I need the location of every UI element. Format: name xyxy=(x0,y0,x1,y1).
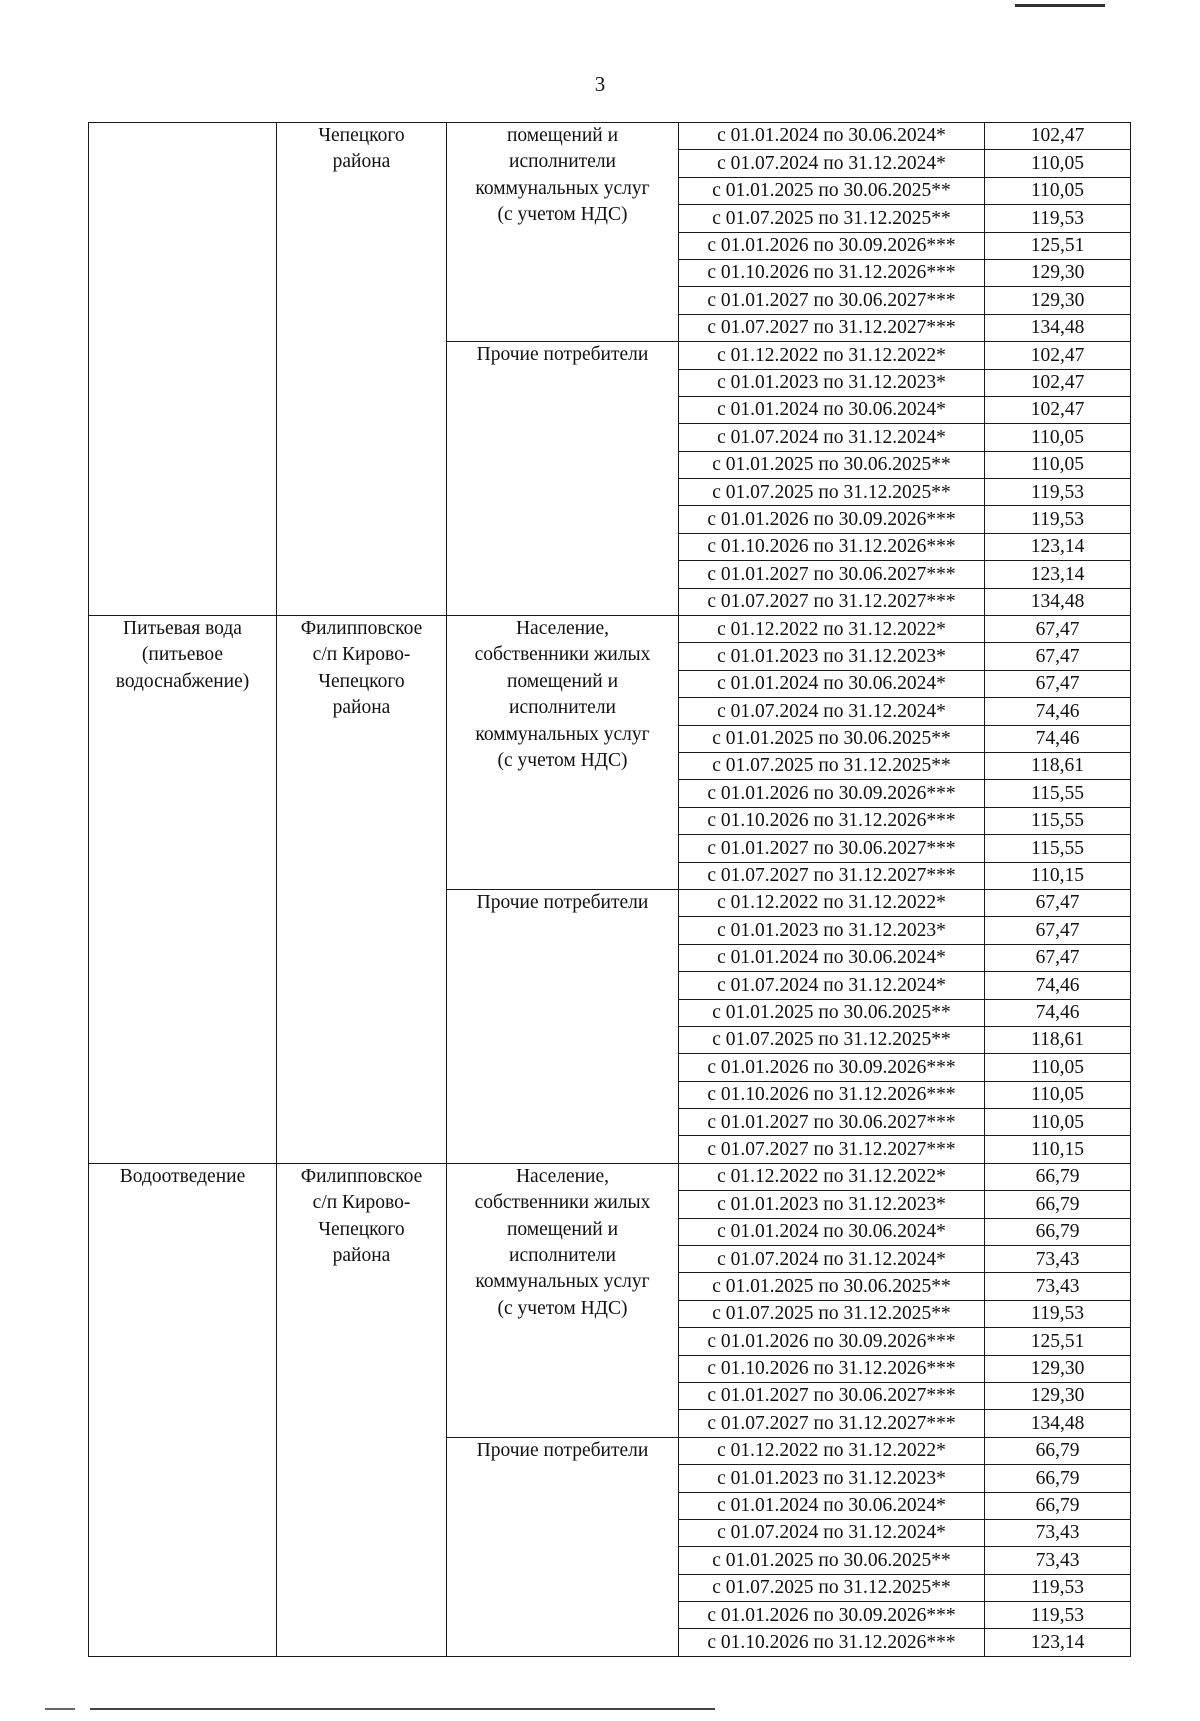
municipality-cell-line: Чепецкого xyxy=(318,670,405,692)
price-cell: 73,43 xyxy=(985,1519,1131,1546)
period-cell: с 01.01.2027 по 30.06.2027*** xyxy=(679,1382,985,1409)
price-cell: 129,30 xyxy=(985,1355,1131,1382)
price-cell: 134,48 xyxy=(985,1410,1131,1437)
period-cell: с 01.07.2024 по 31.12.2024* xyxy=(679,972,985,999)
price-cell: 129,30 xyxy=(985,1382,1131,1409)
consumer-cell-line: собственники жилых xyxy=(474,644,651,666)
consumer-cell-line: (с учетом НДС) xyxy=(497,750,628,772)
municipality-cell-line: Филипповское xyxy=(300,1165,423,1187)
period-cell: с 01.07.2025 по 31.12.2025** xyxy=(679,205,985,232)
price-cell: 67,47 xyxy=(985,643,1131,670)
table-row xyxy=(89,123,1131,150)
period-cell: с 01.01.2024 по 30.06.2024* xyxy=(679,1218,985,1245)
price-cell: 102,47 xyxy=(985,342,1131,369)
period-cell: с 01.01.2023 по 31.12.2023* xyxy=(679,1465,985,1492)
municipality-cell xyxy=(277,1163,447,1656)
period-cell: с 01.12.2022 по 31.12.2022* xyxy=(679,1163,985,1190)
period-cell: с 01.01.2024 по 30.06.2024* xyxy=(679,396,985,423)
price-cell: 123,14 xyxy=(985,1629,1131,1656)
price-cell: 74,46 xyxy=(985,999,1131,1026)
price-cell: 123,14 xyxy=(985,533,1131,560)
price-cell: 110,15 xyxy=(985,1136,1131,1163)
price-cell: 102,47 xyxy=(985,123,1131,150)
consumer-cell-line: коммунальных услуг xyxy=(475,723,650,745)
price-cell: 119,53 xyxy=(985,1300,1131,1327)
period-cell: с 01.01.2024 по 30.06.2024* xyxy=(679,1492,985,1519)
price-cell: 66,79 xyxy=(985,1465,1131,1492)
price-cell: 129,30 xyxy=(985,287,1131,314)
period-cell: с 01.12.2022 по 31.12.2022* xyxy=(679,1437,985,1464)
period-cell: с 01.01.2026 по 30.09.2026*** xyxy=(679,1602,985,1629)
period-cell: с 01.07.2024 по 31.12.2024* xyxy=(679,1519,985,1546)
price-cell: 119,53 xyxy=(985,205,1131,232)
consumer-cell-line: (с учетом НДС) xyxy=(497,204,628,226)
price-cell: 110,05 xyxy=(985,424,1131,451)
period-cell: с 01.07.2027 по 31.12.2027*** xyxy=(679,1136,985,1163)
period-cell: с 01.01.2024 по 30.06.2024* xyxy=(679,123,985,150)
municipality-cell xyxy=(277,123,447,616)
price-cell: 73,43 xyxy=(985,1273,1131,1300)
period-cell: с 01.07.2024 по 31.12.2024* xyxy=(679,150,985,177)
consumer-cell-line: исполнители xyxy=(509,151,616,173)
price-cell: 119,53 xyxy=(985,1602,1131,1629)
service-cell xyxy=(89,1163,277,1656)
price-cell: 118,61 xyxy=(985,752,1131,779)
municipality-cell-line: с/п Кирово- xyxy=(312,644,411,666)
consumer-cell xyxy=(447,123,679,342)
price-cell: 102,47 xyxy=(985,396,1131,423)
consumer-cell-line: собственники жилых xyxy=(474,1192,651,1214)
period-cell: с 01.01.2027 по 30.06.2027*** xyxy=(679,835,985,862)
service-cell-line: водоснабжение) xyxy=(115,670,250,692)
period-cell: с 01.07.2024 по 31.12.2024* xyxy=(679,698,985,725)
price-cell: 119,53 xyxy=(985,506,1131,533)
period-cell: с 01.10.2026 по 31.12.2026*** xyxy=(679,533,985,560)
period-cell: с 01.01.2026 по 30.09.2026*** xyxy=(679,1328,985,1355)
period-cell: с 01.01.2023 по 31.12.2023* xyxy=(679,369,985,396)
tariff-table-body xyxy=(89,123,1131,1657)
service-cell-line: Питьевая вода xyxy=(123,618,242,640)
period-cell: с 01.01.2025 по 30.06.2025** xyxy=(679,999,985,1026)
period-cell: с 01.12.2022 по 31.12.2022* xyxy=(679,342,985,369)
period-cell: с 01.01.2025 по 30.06.2025** xyxy=(679,725,985,752)
price-cell: 67,47 xyxy=(985,944,1131,971)
period-cell: с 01.01.2025 по 30.06.2025** xyxy=(679,1273,985,1300)
period-cell: с 01.01.2027 по 30.06.2027*** xyxy=(679,561,985,588)
period-cell: с 01.10.2026 по 31.12.2026*** xyxy=(679,1629,985,1656)
period-cell: с 01.07.2025 по 31.12.2025** xyxy=(679,479,985,506)
municipality-cell xyxy=(277,616,447,1164)
price-cell: 66,79 xyxy=(985,1492,1131,1519)
period-cell: с 01.01.2024 по 30.06.2024* xyxy=(679,670,985,697)
table-row xyxy=(89,1163,1131,1190)
price-cell: 67,47 xyxy=(985,670,1131,697)
page-number: 3 xyxy=(594,72,606,96)
price-cell: 74,46 xyxy=(985,698,1131,725)
period-cell: с 01.07.2027 по 31.12.2027*** xyxy=(679,1410,985,1437)
price-cell: 123,14 xyxy=(985,561,1131,588)
municipality-cell-line: района xyxy=(332,1245,391,1267)
consumer-cell xyxy=(447,889,679,1163)
period-cell: с 01.07.2025 по 31.12.2025** xyxy=(679,752,985,779)
consumer-cell xyxy=(447,616,679,890)
period-cell: с 01.01.2025 по 30.06.2025** xyxy=(679,177,985,204)
price-cell: 119,53 xyxy=(985,1574,1131,1601)
consumer-cell-line: Прочие потребители xyxy=(476,1439,649,1461)
period-cell: с 01.01.2026 по 30.09.2026*** xyxy=(679,506,985,533)
period-cell: с 01.12.2022 по 31.12.2022* xyxy=(679,889,985,916)
consumer-cell xyxy=(447,1163,679,1437)
service-cell xyxy=(89,123,277,616)
period-cell: с 01.01.2023 по 31.12.2023* xyxy=(679,1191,985,1218)
period-cell: с 01.10.2026 по 31.12.2026*** xyxy=(679,1355,985,1382)
municipality-cell-line: Филипповское xyxy=(300,618,423,640)
price-cell: 66,79 xyxy=(985,1218,1131,1245)
price-cell: 74,46 xyxy=(985,972,1131,999)
tariff-table xyxy=(88,122,1131,1657)
price-cell: 67,47 xyxy=(985,917,1131,944)
price-cell: 66,79 xyxy=(985,1191,1131,1218)
consumer-cell-line: Прочие потребители xyxy=(476,344,649,366)
period-cell: с 01.07.2024 по 31.12.2024* xyxy=(679,1246,985,1273)
price-cell: 119,53 xyxy=(985,479,1131,506)
price-cell: 67,47 xyxy=(985,889,1131,916)
price-cell: 102,47 xyxy=(985,369,1131,396)
price-cell: 125,51 xyxy=(985,232,1131,259)
period-cell: с 01.10.2026 по 31.12.2026*** xyxy=(679,259,985,286)
consumer-cell-line: Прочие потребители xyxy=(476,891,649,913)
price-cell: 110,05 xyxy=(985,451,1131,478)
price-cell: 118,61 xyxy=(985,1026,1131,1053)
period-cell: с 01.01.2024 по 30.06.2024* xyxy=(679,944,985,971)
consumer-cell-line: коммунальных услуг xyxy=(475,1271,650,1293)
price-cell: 115,55 xyxy=(985,780,1131,807)
period-cell: с 01.01.2025 по 30.06.2025** xyxy=(679,1547,985,1574)
period-cell: с 01.10.2026 по 31.12.2026*** xyxy=(679,807,985,834)
period-cell: с 01.01.2023 по 31.12.2023* xyxy=(679,917,985,944)
period-cell: с 01.07.2024 по 31.12.2024* xyxy=(679,424,985,451)
price-cell: 134,48 xyxy=(985,588,1131,615)
service-cell-line: Водоотведение xyxy=(119,1165,246,1187)
consumer-cell-line: коммунальных услуг xyxy=(475,177,650,199)
price-cell: 110,05 xyxy=(985,177,1131,204)
price-cell: 115,55 xyxy=(985,835,1131,862)
price-cell: 73,43 xyxy=(985,1547,1131,1574)
price-cell: 74,46 xyxy=(985,725,1131,752)
table-row xyxy=(89,616,1131,643)
period-cell: с 01.01.2025 по 30.06.2025** xyxy=(679,451,985,478)
service-cell-line: (питьевое xyxy=(141,644,224,666)
period-cell: с 01.12.2022 по 31.12.2022* xyxy=(679,616,985,643)
consumer-cell-line: исполнители xyxy=(509,697,616,719)
consumer-cell-line: исполнители xyxy=(509,1245,616,1267)
municipality-cell-line: Чепецкого xyxy=(318,1218,405,1240)
consumer-cell xyxy=(447,1437,679,1656)
period-cell: с 01.10.2026 по 31.12.2026*** xyxy=(679,1081,985,1108)
price-cell: 110,15 xyxy=(985,862,1131,889)
period-cell: с 01.07.2027 по 31.12.2027*** xyxy=(679,862,985,889)
footer-rule-left xyxy=(45,1708,75,1710)
price-cell: 129,30 xyxy=(985,259,1131,286)
price-cell: 67,47 xyxy=(985,616,1131,643)
period-cell: с 01.01.2026 по 30.09.2026*** xyxy=(679,232,985,259)
period-cell: с 01.07.2027 по 31.12.2027*** xyxy=(679,314,985,341)
footer-rule xyxy=(90,1708,715,1710)
price-cell: 110,05 xyxy=(985,1081,1131,1108)
period-cell: с 01.07.2025 по 31.12.2025** xyxy=(679,1574,985,1601)
municipality-cell-line: Чепецкого xyxy=(318,125,405,146)
period-cell: с 01.01.2023 по 31.12.2023* xyxy=(679,643,985,670)
municipality-cell-line: с/п Кирово- xyxy=(312,1192,411,1214)
period-cell: с 01.07.2027 по 31.12.2027*** xyxy=(679,588,985,615)
period-cell: с 01.01.2027 по 30.06.2027*** xyxy=(679,1109,985,1136)
municipality-cell-line: района xyxy=(332,697,391,719)
consumer-cell-line: Население, xyxy=(515,618,610,640)
consumer-cell-line: помещений и xyxy=(506,125,619,146)
period-cell: с 01.01.2026 по 30.09.2026*** xyxy=(679,780,985,807)
price-cell: 73,43 xyxy=(985,1246,1131,1273)
period-cell: с 01.07.2025 по 31.12.2025** xyxy=(679,1026,985,1053)
period-cell: с 01.01.2026 по 30.09.2026*** xyxy=(679,1054,985,1081)
consumer-cell-line: помещений и xyxy=(506,1218,619,1240)
price-cell: 115,55 xyxy=(985,807,1131,834)
price-cell: 66,79 xyxy=(985,1163,1131,1190)
price-cell: 134,48 xyxy=(985,314,1131,341)
price-cell: 110,05 xyxy=(985,1054,1131,1081)
top-corner-mark xyxy=(1015,0,1105,7)
price-cell: 125,51 xyxy=(985,1328,1131,1355)
consumer-cell-line: Население, xyxy=(515,1165,610,1187)
consumer-cell xyxy=(447,342,679,616)
municipality-cell-line: района xyxy=(332,151,391,173)
consumer-cell-line: помещений и xyxy=(506,670,619,692)
price-cell: 66,79 xyxy=(985,1437,1131,1464)
price-cell: 110,05 xyxy=(985,1109,1131,1136)
price-cell: 110,05 xyxy=(985,150,1131,177)
service-cell xyxy=(89,616,277,1164)
consumer-cell-line: (с учетом НДС) xyxy=(497,1297,628,1319)
period-cell: с 01.07.2025 по 31.12.2025** xyxy=(679,1300,985,1327)
period-cell: с 01.01.2027 по 30.06.2027*** xyxy=(679,287,985,314)
